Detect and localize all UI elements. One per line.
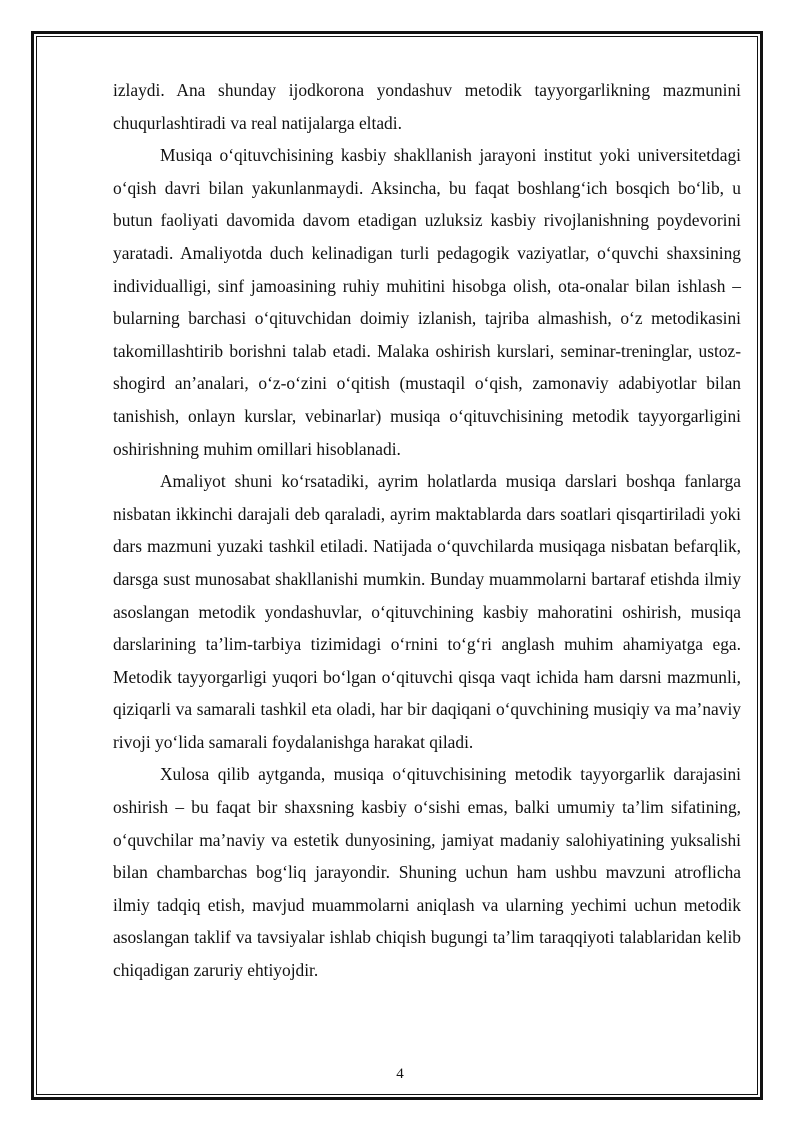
paragraph-conclusion: Xulosa qilib aytganda, musiqa o‘qituvchisining metodik tayyorgarlik darajasini oshirish – bu faqat bir shaxsning kasbiy o‘sishi emas, balki umumiy ta’lim sifatining, o‘quvchilar ma’naviy va estetik dunyosining, jamiyat madaniy salohiyatining yuksalishi bilan chambarchas bog‘liq jarayondir. Shuning uchun ham ushbu mavzuni atroflicha ilmiy tadqiq etish, mavjud muammolarni aniqlash va ularning yechimi uchun metodik asoslangan taklif va tavsiyalar ishlab chiqish bugungi ta’lim taraqqiyoti talablaridan kelib chiqadigan zaruriy ehtiyojdir. bbox=[113, 764, 741, 981]
paragraph-practice-problems: Amaliyot shuni ko‘rsatadiki, ayrim holatlarda musiqa darslari boshqa fanlarga nisbatan ikkinchi darajali deb qaraladi, ayrim maktablarda dars soatlari qisqartiriladi yoki dars mazmuni yuzaki tashkil etiladi. Natijada o‘quvchilarda musiqaga nisbatan befarqlik, darsga sust munosabat shakllanishi mumkin. Bunday muammolarni bartaraf etishda ilmiy asoslangan metodik yondashuvlar, o‘qituvchining kasbiy mahoratini oshirish, musiqa darslarining ta’lim-tarbiya tizimidagi o‘rnini to‘g‘ri anglash muhim ahamiyatga ega. Metodik tayyorgarligi yuqori bo‘lgan o‘qituvchi qisqa vaqt ichida ham darsni mazmunli, qiziqarli va samarali tashkil eta oladi, har bir daqiqani o‘quvchining musiqiy va ma’naviy rivoji yo‘lida samarali foydalanishga harakat qiladi. bbox=[113, 471, 741, 752]
page-number: 4 bbox=[396, 1066, 404, 1082]
document-body bbox=[113, 74, 741, 987]
paragraph-continuation: izlaydi. Ana shunday ijodkorona yondashuv metodik tayyorgarlikning mazmunini chuqurlashtiradi va real natijalarga eltadi. bbox=[113, 80, 741, 133]
paragraph-professional-development: Musiqa o‘qituvchisining kasbiy shakllanish jarayoni institut yoki universitetdagi o‘qish davri bilan yakunlanmaydi. Aksincha, bu faqat boshlang‘ich bosqich bo‘lib, u butun faoliyati davomida davom etadigan uzluksiz kasbiy rivojlanishning poydevorini yaratadi. Amaliyotda duch kelinadigan turli pedagogik vaziyatlar, o‘quvchi shaxsining individualligi, sinf jamoasining ruhiy muhitini hisobga olish, ota-onalar bilan ishlash – bularning barchasi o‘qituvchidan doimiy izlanish, tajriba almashish, o‘z metodikasini takomillashtirib borishni talab etadi. Malaka oshirish kurslari, seminar-treninglar, ustoz-shogird an’analari, o‘z-o‘zini o‘qitish (mustaqil o‘qish, zamonaviy adabiyotlar bilan tanishish, onlayn kurslar, vebinarlar) musiqa o‘qituvchisining metodik tayyorgarligini oshirishning muhim omillari hisoblanadi. bbox=[113, 145, 741, 459]
